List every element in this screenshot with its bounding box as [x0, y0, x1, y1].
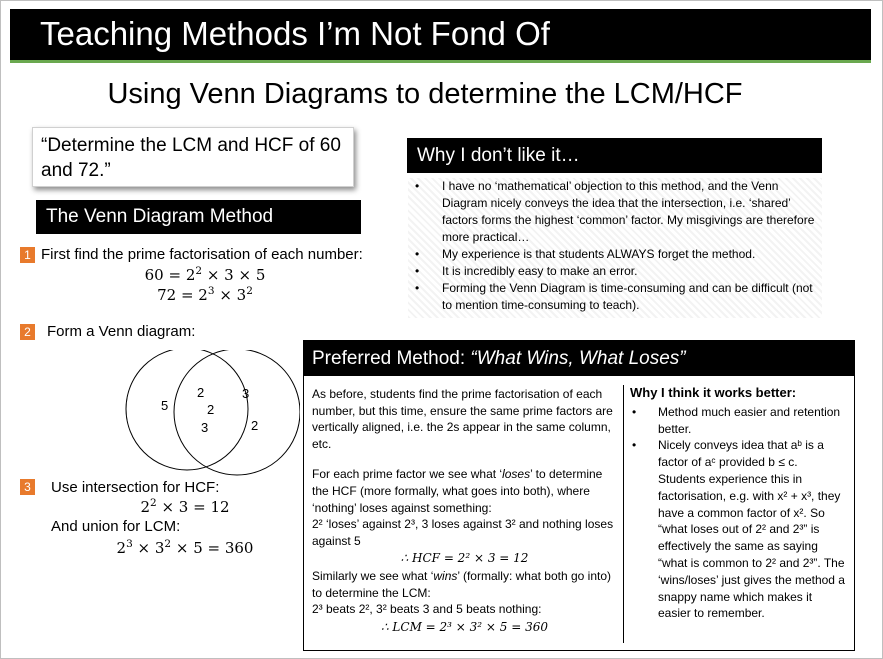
venn-circle-72: [174, 350, 300, 475]
para2-loses: loses: [502, 467, 531, 482]
step-2-badge: 2: [20, 324, 35, 340]
step-2-text: Form a Venn diagram:: [47, 323, 196, 340]
why-heading-text: Why I don’t like it…: [417, 145, 580, 166]
preferred-lcm-line: ∴ LCM = 2³ × 3² × 5 = 360: [380, 619, 549, 634]
venn-both-factor: 2: [197, 385, 205, 400]
hcf-post: × 3 = 12: [156, 498, 230, 516]
venn-both-factor: 2: [207, 402, 215, 417]
factorisation-72: $72 = 2^3 \times 3^2$: [157, 285, 253, 304]
preferred-heading: [304, 341, 854, 376]
fact-72-mid: × 3: [214, 286, 247, 304]
why-bullet: • Forming the Venn Diagram is time-consuming and can be difficult (not to mention time-consuming to teach).: [408, 280, 822, 314]
preferred-heading-italic: “What Wins, What Loses”: [470, 348, 686, 369]
lcm-calculation: $2^3 \times 3^2 \times 5 = 360$: [116, 538, 254, 557]
works-better-column: [630, 385, 845, 622]
para2-text: ’ to determine the HCF (more formally, what goes into both), where ‘nothing’ loses against something:: [312, 467, 603, 515]
lcm-pre: 2: [116, 539, 127, 557]
para3-text: ’ (formally: what both go into) to determine the LCM:: [312, 568, 612, 600]
preferred-para-2: [312, 466, 617, 516]
why-bullet: • I have no ‘mathematical’ objection to this method, and the Venn Diagram nicely conveys the idea that the intersection, i.e. ‘shared’ factors forms the highest ‘common’ factor. My misgivings are therefore more practical…: [408, 178, 822, 246]
step-1-text: First find the prime factorisation of each number:: [41, 246, 363, 263]
works-better-list: [630, 404, 845, 622]
preferred-para-3: [312, 568, 617, 601]
venn-diagram: [120, 350, 300, 476]
subtitle: Using Venn Diagrams to determine the LCM/HCF: [107, 78, 743, 110]
fact-60-rest: × 3 × 5: [202, 266, 266, 284]
preferred-explanation: [312, 386, 617, 636]
step-3-text-union: And union for LCM:: [51, 518, 181, 535]
preferred-para-3-detail: 2³ beats 2², 3² beats 3 and 5 beats nothing:: [312, 602, 542, 617]
method-heading: [36, 200, 361, 234]
slide-title: Teaching Methods I’m Not Fond Of: [40, 15, 550, 52]
fact-60-lhs: 60 = 2: [144, 266, 196, 284]
para3-wins: wins: [433, 568, 458, 583]
method-heading-text: The Venn Diagram Method: [46, 206, 274, 227]
venn-circle-60: [126, 350, 248, 470]
preferred-para-1: As before, students find the prime factorisation of each number, but this time, ensure the same prime factors are vertically aligned, i.e. the 2s appear in the same column, etc.: [312, 387, 613, 451]
para2-text: For each prime factor we see what ‘: [312, 467, 503, 482]
venn-right-factor: 3: [242, 386, 250, 401]
factorisation-60: $60 = 2^2 \times 3 \times 5$: [144, 265, 266, 284]
hcf-calculation: $2^2 \times 3 = 12$: [140, 497, 230, 516]
venn-left-factor: 5: [161, 398, 169, 413]
title-underline: [10, 60, 871, 63]
why-bullet: • It is incredibly easy to make an error.: [408, 263, 822, 280]
why-list-box: [408, 178, 822, 318]
para3-text: Similarly we see what ‘: [312, 568, 434, 583]
why-list: [408, 178, 822, 314]
fact-72-lhs: 72 = 2: [157, 286, 208, 304]
lcm-mid: × 3: [132, 539, 165, 557]
works-better-bullet: • Method much easier and retention better.: [630, 404, 845, 438]
why-bullet: • My experience is that students ALWAYS forget the method.: [408, 246, 822, 263]
question-box: “Determine the LCM and HCF of 60 and 72.”: [32, 127, 354, 187]
preferred-hcf-line: ∴ HCF = 2² × 3 = 12: [400, 551, 529, 566]
why-heading: [407, 138, 822, 173]
venn-both-factor: 3: [201, 420, 209, 435]
works-better-bullet: • Nicely conveys idea that aᵇ is a factor of aᶜ provided b ≤ c. Students experience this in factorisation, e.g. with x² + x³, they have a common factor of x². So “what loses out of 2² and 2³” is effectively the same as saying “what is common to 2² and 2³”. The ‘wins/loses’ just gives the method a snappy name which makes it easier to remember.: [630, 437, 845, 622]
title-bar: [10, 9, 871, 60]
step-1-badge: 1: [20, 247, 35, 263]
column-divider: [623, 385, 624, 643]
preferred-heading-prefix: Preferred Method:: [312, 348, 471, 369]
venn-right-factor: 2: [251, 418, 259, 433]
step-3-badge: 3: [20, 479, 35, 495]
step-3-text: Use intersection for HCF:: [51, 479, 220, 496]
works-better-heading: Why I think it works better:: [630, 385, 797, 400]
lcm-post: × 5 = 360: [171, 539, 254, 557]
hcf-pre: 2: [140, 498, 150, 516]
preferred-method-box: [303, 340, 855, 651]
preferred-para-2-detail: 2² ‘loses’ against 2³, 3 loses against 3² and nothing loses against 5: [312, 517, 614, 548]
